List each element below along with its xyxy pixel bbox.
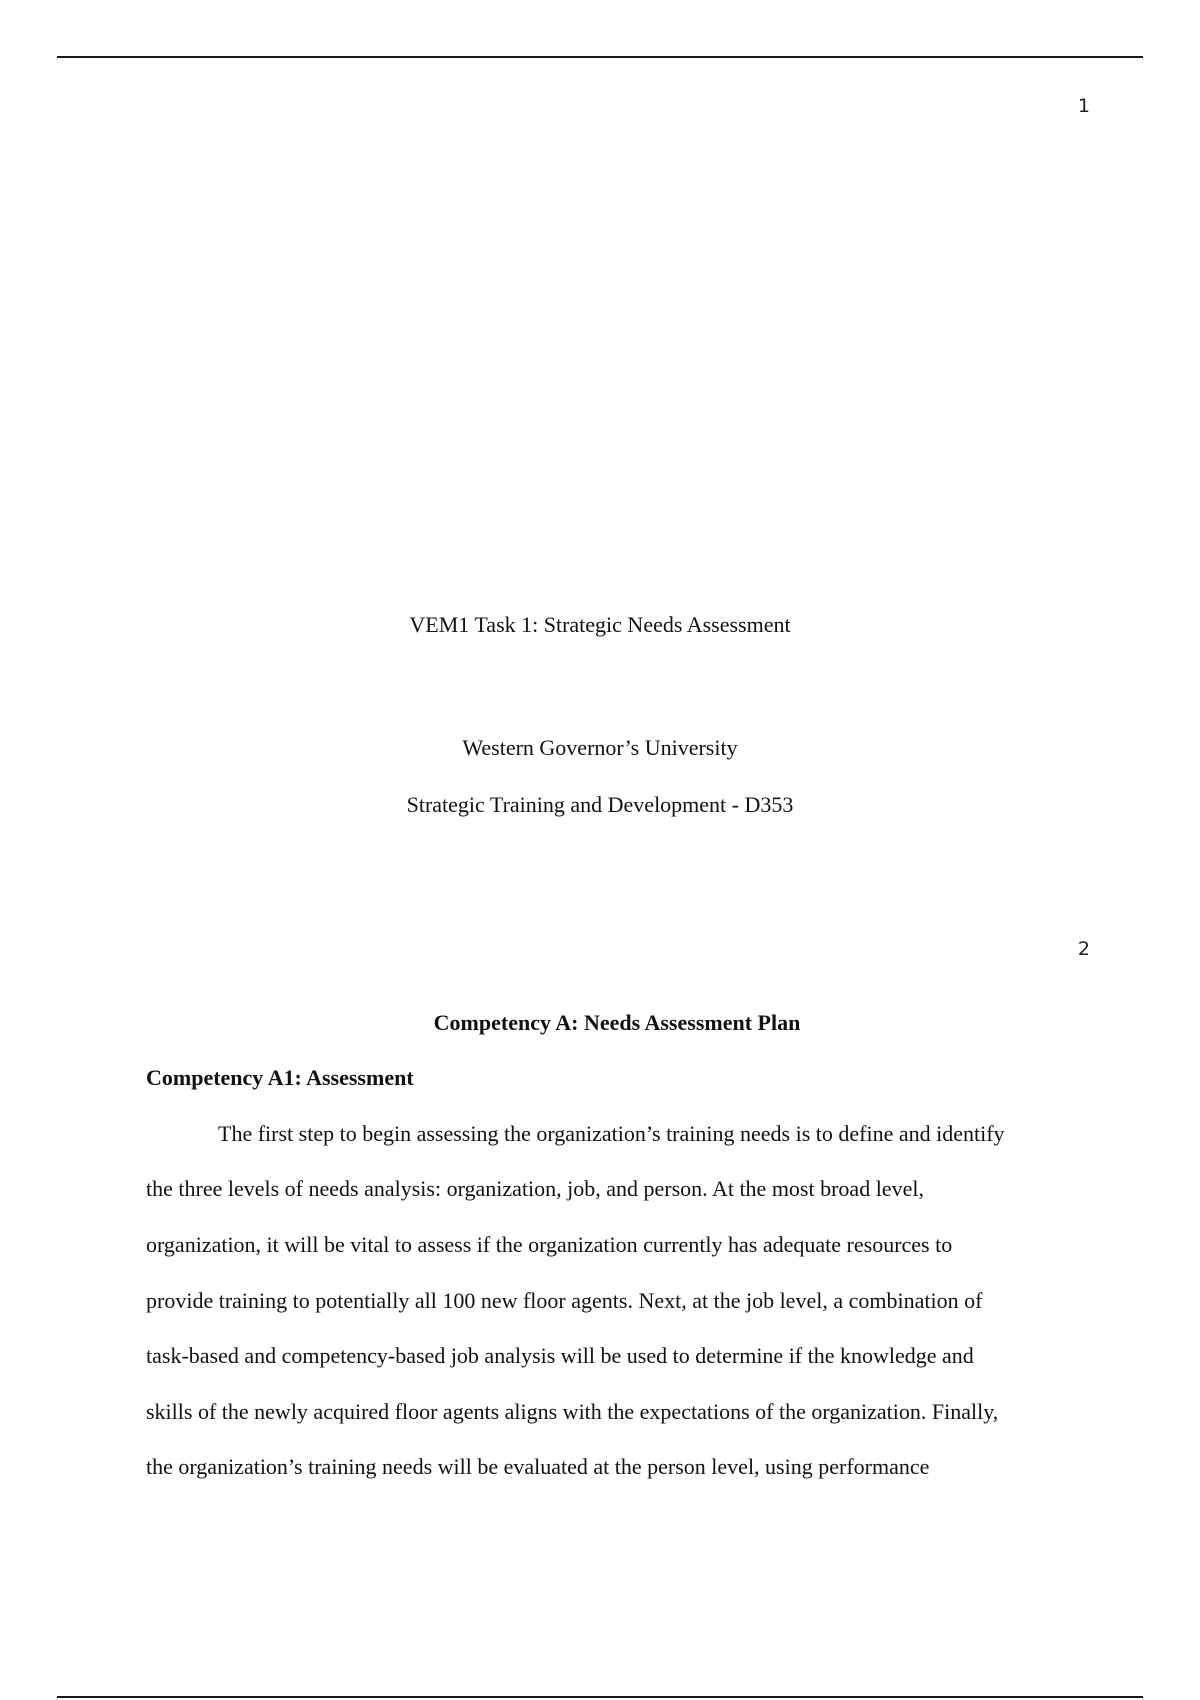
institution-name: Western Governor’s University <box>462 735 738 760</box>
paragraph-line: task-based and competency-based job analysis will be used to determine if the knowledge and <box>146 1343 974 1368</box>
section-heading: Competency A: Needs Assessment Plan <box>433 1010 801 1035</box>
page-number: 1 <box>1077 95 1090 117</box>
subsection-heading: Competency A1: Assessment <box>146 1065 414 1090</box>
paragraph-line: skills of the newly acquired floor agents aligns with the expectations of the organization. Finally, <box>146 1399 999 1424</box>
paragraph-line: the organization’s training needs will be evaluated at the person level, using performance <box>146 1454 930 1479</box>
page-top-border <box>57 56 1143 58</box>
paragraph-line: the three levels of needs analysis: organization, job, and person. At the most broad level, <box>146 1176 924 1201</box>
page-bottom-border <box>57 1696 1143 1698</box>
paragraph-line: The first step to begin assessing the organization’s training needs is to define and identify <box>218 1121 1005 1146</box>
paragraph-line: provide training to potentially all 100 new floor agents. Next, at the job level, a combination of <box>146 1288 983 1313</box>
paragraph-line: organization, it will be vital to assess if the organization currently has adequate resources to <box>146 1232 953 1257</box>
course-name: Strategic Training and Development - D353 <box>406 792 794 817</box>
page-number: 2 <box>1077 938 1090 960</box>
document-title: VEM1 Task 1: Strategic Needs Assessment <box>409 612 791 637</box>
